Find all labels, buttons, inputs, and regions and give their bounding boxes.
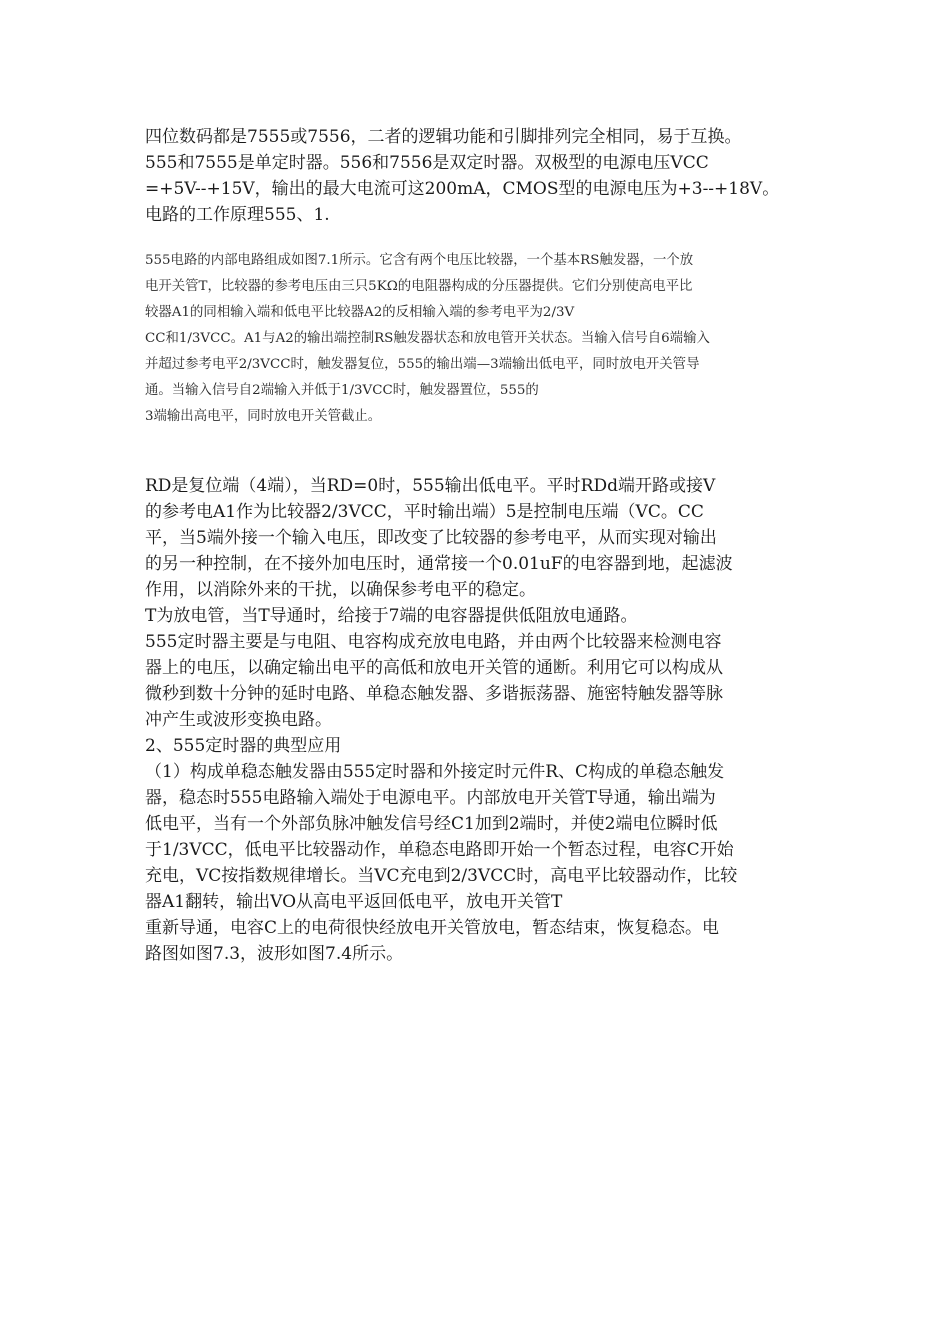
text-line: RD是复位端（4端），当RD=0时，555输出低电平。平时RDd端开路或接V — [145, 476, 716, 496]
text-line: 并超过参考电平2/3VCC时，触发器复位，555的输出端—3端输出低电平，同时放电开关管导 — [145, 357, 700, 372]
text-line: 器，稳态时555电路输入端处于电源电平。内部放电开关管T导通，输出端为 — [145, 788, 716, 808]
main-body-text — [145, 473, 810, 967]
text-line: 555电路的内部电路组成如图7.1所示。它含有两个电压比较器，一个基本RS触发器，一个放 — [145, 253, 694, 268]
text-line: 低电平，当有一个外部负脉冲触发信号经C1加到2端时，并使2端电位瞬时低 — [145, 814, 718, 834]
text-line: 3端输出高电平，同时放电开关管截止。 — [145, 409, 382, 424]
text-line: 重新导通，电容C上的电荷很快经放电开关管放电，暂态结束，恢复稳态。电 — [145, 918, 720, 938]
text-line: 冲产生或波形变换电路。 — [145, 710, 332, 730]
text-line: 通。当输入信号自2端输入并低于1/3VCC时，触发器置位，555的 — [145, 383, 539, 398]
text-line: 555和7555是单定时器。556和7556是双定时器。双极型的电源电压VCC — [145, 153, 709, 173]
text-line: 四位数码都是7555或7556，二者的逻辑功能和引脚排列完全相同，易于互换。 — [145, 127, 742, 147]
text-line: 微秒到数十分钟的延时电路、单稳态触发器、多谐振荡器、施密特触发器等脉 — [145, 684, 723, 704]
internal-circuit-paragraph — [145, 248, 810, 430]
intro-paragraph — [145, 124, 810, 228]
text-line: 的另一种控制，在不接外加电压时，通常接一个0.01uF的电容器到地，起滤波 — [145, 554, 733, 574]
text-line: （1）构成单稳态触发器由555定时器和外接定时元件R、C构成的单稳态触发 — [145, 762, 725, 782]
text-line: 路图如图7.3，波形如图7.4所示。 — [145, 944, 404, 964]
text-line: CC和1/3VCC。A1与A2的输出端控制RS触发器状态和放电管开关状态。当输入信号自6端输入 — [145, 331, 710, 346]
section-heading-line: 2、555定时器的典型应用 — [145, 736, 342, 756]
text-line: 较器A1的同相输入端和低电平比较器A2的反相输入端的参考电平为2/3V — [145, 305, 575, 320]
text-line: T为放电管，当T导通时，给接于7端的电容器提供低阻放电通路。 — [145, 606, 638, 626]
text-line: 平，当5端外接一个输入电压，即改变了比较器的参考电平，从而实现对输出 — [145, 528, 717, 548]
text-line: 的参考电A1作为比较器2/3VCC，平时输出端）5是控制电压端（VC。CC — [145, 502, 704, 522]
text-line: 于1/3VCC，低电平比较器动作，单稳态电路即开始一个暂态过程，电容C开始 — [145, 840, 734, 860]
section-heading-line: 电路的工作原理555、1. — [145, 205, 330, 225]
text-line: 电开关管T，比较器的参考电压由三只5KΩ的电阻器构成的分压器提供。它们分别使高电平比 — [145, 279, 693, 294]
text-line: =+5V--+15V，输出的最大电流可这200mA，CMOS型的电源电压为+3--+18V。 — [145, 179, 780, 199]
text-line: 器上的电压，以确定输出电平的高低和放电开关管的通断。利用它可以构成从 — [145, 658, 723, 678]
text-line: 充电，VC按指数规律增长。当VC充电到2/3VCC时，高电平比较器动作，比较 — [145, 866, 738, 886]
text-line: 作用，以消除外来的干扰，以确保参考电平的稳定。 — [145, 580, 536, 600]
text-line: 器A1翻转，输出VO从高电平返回低电平，放电开关管T — [145, 892, 563, 912]
text-line: 555定时器主要是与电阻、电容构成充放电电路，并由两个比较器来检测电容 — [145, 632, 722, 652]
